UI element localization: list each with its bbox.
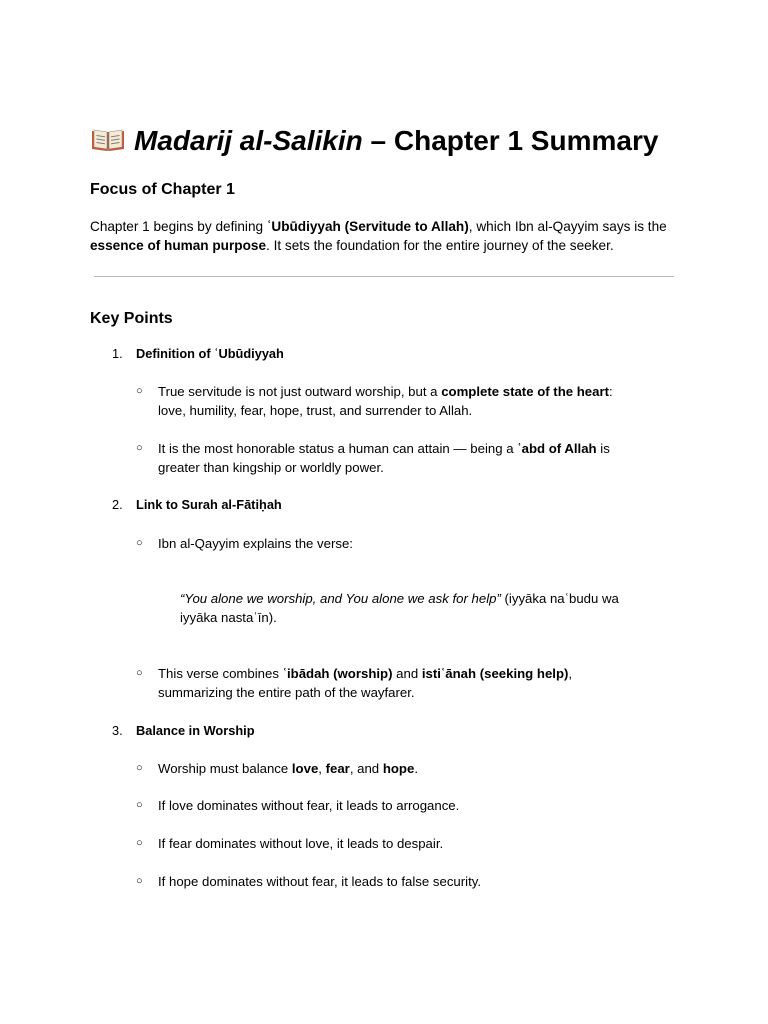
title-book-name: Madarij al-Salikin xyxy=(134,125,363,156)
bullet-emphasis: complete state of the heart xyxy=(441,384,609,399)
list-item xyxy=(136,796,658,815)
bullet-emphasis: ʿibādah (worship) xyxy=(282,666,393,681)
bullet-text: , xyxy=(568,666,573,681)
verse-text: “You alone we worship, and You alone we ask for help” xyxy=(180,591,501,606)
intro-text: , which Ibn al-Qayyim says is the xyxy=(468,219,667,234)
list-item xyxy=(136,382,658,420)
title-rest: – Chapter 1 Summary xyxy=(362,125,659,156)
bullet-emphasis: hope xyxy=(382,761,415,776)
bullet-emphasis: istiʿānah (seeking help) xyxy=(421,666,569,681)
bullet-text: It is the most honorable status a human can attain — being a xyxy=(158,441,518,456)
focus-heading: Focus of Chapter 1 xyxy=(90,181,235,198)
bullet-text: If love dominates without fear, it leads to arrogance. xyxy=(158,798,460,813)
list-item xyxy=(136,439,658,477)
bullet-circle-icon: ○ xyxy=(136,537,143,549)
numbered-item xyxy=(112,345,284,363)
verse-quote xyxy=(180,589,660,627)
bullet-text: If hope dominates without fear, it leads to false security. xyxy=(158,874,482,889)
item-number: 1. xyxy=(112,346,123,361)
bullet-emphasis: love xyxy=(291,761,319,776)
bullet-circle-icon: ○ xyxy=(136,837,143,849)
open-book-icon xyxy=(90,127,126,153)
bullet-circle-icon: ○ xyxy=(136,762,143,774)
bullet-text: Ibn al-Qayyim explains the verse: xyxy=(158,536,353,551)
bullet-circle-icon: ○ xyxy=(136,875,143,887)
bullet-text: . xyxy=(414,761,418,776)
bullet-text: : xyxy=(609,384,613,399)
bullet-text: This verse combines xyxy=(158,666,283,681)
bullet-text: love, humility, fear, hope, trust, and surrender to Allah. xyxy=(158,403,473,418)
bullet-text: True servitude is not just outward worship, but a xyxy=(158,384,442,399)
key-points-heading: Key Points xyxy=(90,310,173,327)
bullet-text: , xyxy=(318,761,326,776)
section-divider xyxy=(94,276,674,277)
bullet-circle-icon: ○ xyxy=(136,799,143,811)
bullet-circle-icon: ○ xyxy=(136,442,143,454)
item-label: Balance in Worship xyxy=(136,723,255,738)
list-item xyxy=(136,834,658,853)
verse-transliteration: (iyyāka naʿbudu wa xyxy=(500,591,619,606)
numbered-item xyxy=(112,722,255,740)
bullet-text: is xyxy=(596,441,610,456)
bullet-text: and xyxy=(392,666,422,681)
page-title xyxy=(90,122,658,160)
bullet-text: , and xyxy=(349,761,383,776)
bullet-circle-icon: ○ xyxy=(136,385,143,397)
intro-term: ʿUbūdiyyah (Servitude to Allah) xyxy=(266,219,469,234)
bullet-text: If fear dominates without love, it leads to despair. xyxy=(158,836,444,851)
verse-transliteration: iyyāka nastaʿīn). xyxy=(180,610,277,625)
numbered-item xyxy=(112,496,282,514)
bullet-text: Worship must balance xyxy=(158,761,292,776)
item-label: Link to Surah al-Fātiḥah xyxy=(136,497,282,512)
bullet-circle-icon: ○ xyxy=(136,667,143,679)
list-item xyxy=(136,759,658,778)
item-number: 3. xyxy=(112,723,123,738)
intro-text: . It sets the foundation for the entire journey of the seeker. xyxy=(266,238,614,253)
list-item xyxy=(136,534,658,553)
bullet-text: summarizing the entire path of the wayfarer. xyxy=(158,685,415,700)
intro-emphasis: essence of human purpose xyxy=(90,238,267,253)
intro-text: Chapter 1 begins by defining xyxy=(90,219,267,234)
item-number: 2. xyxy=(112,497,123,512)
bullet-emphasis: fear xyxy=(325,761,350,776)
intro-paragraph xyxy=(90,217,680,255)
item-label: Definition of ʿUbūdiyyah xyxy=(136,346,284,361)
list-item xyxy=(136,664,658,702)
bullet-text: greater than kingship or worldly power. xyxy=(158,460,384,475)
bullet-emphasis: ʿabd of Allah xyxy=(517,441,597,456)
list-item xyxy=(136,872,658,891)
